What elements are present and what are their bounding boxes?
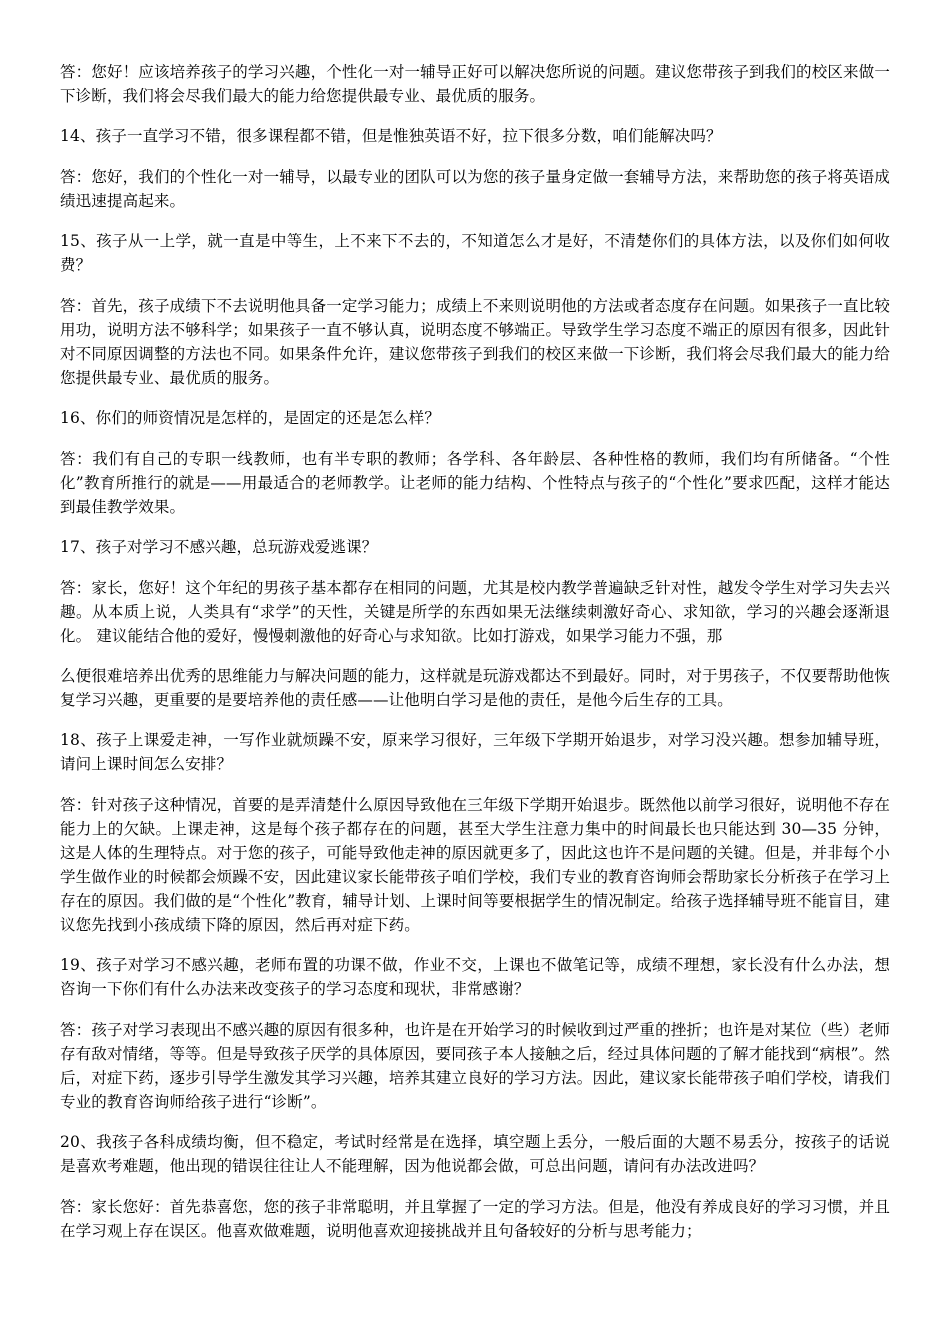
answer-15: 答：首先，孩子成绩下不去说明他具备一定学习能力；成绩上不来则说明他的方法或者态度存在问题。如果孩子一直比较用功，说明方法不够科学；如果孩子一直不够认真，说明态度不够端正。导致学生学习态度不端正的原因有很多，因此针对不同原因调整的方法也不同。如果条件允许，建议您带孩子到我们的校区来做一下诊断，我们将会尽我们最大的能力给您提供最专业、最优质的服务。 (60, 297, 890, 387)
question-20: 20、我孩子各科成绩均衡，但不稳定，考试时经常是在选择，填空题上丢分，一般后面的大题不易丢分，按孩子的话说是喜欢考难题，他出现的错误往往让人不能理解，因为他说都会做，可总出问题，请问有办法改进吗？ (60, 1133, 890, 1175)
answer-14: 答：您好，我们的个性化一对一辅导，以最专业的团队可以为您的孩子量身定做一套辅导方法，来帮助您的孩子将英语成绩迅速提高起来。 (60, 168, 890, 210)
question-15: 15、孩子从一上学，就一直是中等生，上不来下不去的，不知道怎么才是好，不清楚你们的具体方法，以及你们如何收费？ (60, 232, 890, 274)
question-17: 17、孩子对学习不感兴趣，总玩游戏爱逃课？ (60, 538, 378, 556)
document-page (60, 60, 890, 1259)
answer-18: 答：针对孩子这种情况，首要的是弄清楚什么原因导致他在三年级下学期开始退步。既然他以前学习很好，说明他不存在能力上的欠缺。上课走神，这是每个孩子都存在的问题，甚至大学生注意力集中的时间最长也只能达到 30—35 分钟，这是人体的生理特点。对于您的孩子，可能导致他走神的原因就更多了，因此这也许不是问题的关键。但是，并非每个小学生做作业的时候都会烦躁不安，因此建议家长能带孩子咱们学校，我们专业的教育咨询师会帮助家长分析孩子在学习上存在的原因。我们做的是“个性化”教育，辅导计划、上课时间等要根据学生的情况制定。给孩子选择辅导班不能盲目，建议您先找到小孩成绩下降的原因，然后再对症下药。 (60, 796, 890, 934)
answer-19: 答：孩子对学习表现出不感兴趣的原因有很多种，也许是在开始学习的时候收到过严重的挫折；也许是对某位（些）老师存有敌对情绪，等等。但是导致孩子厌学的具体原因，要同孩子本人接触之后，经过具体问题的了解才能找到“病根”。然后，对症下药，逐步引导学生激发其学习兴趣，培养其建立良好的学习方法。因此，建议家长能带孩子咱们学校，请我们专业的教育咨询师给孩子进行“诊断”。 (60, 1021, 890, 1111)
answer-17-part-1: 答：家长，您好！这个年纪的男孩子基本都存在相同的问题，尤其是校内教学普遍缺乏针对性，越发令学生对学习失去兴趣。从本质上说，人类具有“求学”的天性，关键是所学的东西如果无法继续刺激好奇心、求知欲，学习的兴趣会逐渐退化。 建议能结合他的爱好，慢慢刺激他的好奇心与求知欲。比如打游戏，如果学习能力不强，那 (60, 579, 890, 645)
question-14: 14、孩子一直学习不错，很多课程都不错，但是惟独英语不好，拉下很多分数，咱们能解决吗？ (60, 127, 722, 145)
question-19: 19、孩子对学习不感兴趣，老师布置的功课不做，作业不交，上课也不做笔记等，成绩不理想，家长没有什么办法，想咨询一下你们有什么办法来改变孩子的学习态度和现状，非常感谢？ (60, 956, 890, 998)
answer-16: 答：我们有自己的专职一线教师，也有半专职的教师；各学科、各年龄层、各种性格的教师，我们均有所储备。“个性化”教育所推行的就是——用最适合的老师教学。让老师的能力结构、个性特点与孩子的“个性化”要求匹配，这样才能达到最佳教学效果。 (60, 450, 890, 516)
answer-17-part-2: 么便很难培养出优秀的思维能力与解决问题的能力，这样就是玩游戏都达不到最好。同时，对于男孩子，不仅要帮助他恢复学习兴趣，更重要的是要培养他的责任感——让他明白学习是他的责任，是他今后生存的工具。 (60, 667, 890, 709)
answer-paragraph: 答：您好！应该培养孩子的学习兴趣，个性化一对一辅导正好可以解决您所说的问题。建议您带孩子到我们的校区来做一下诊断，我们将会尽我们最大的能力给您提供最专业、最优质的服务。 (60, 63, 890, 105)
question-18: 18、孩子上课爱走神，一写作业就烦躁不安，原来学习很好，三年级下学期开始退步，对学习没兴趣。想参加辅导班，请问上课时间怎么安排？ (60, 731, 890, 773)
question-16: 16、你们的师资情况是怎样的，是固定的还是怎么样？ (60, 409, 440, 427)
answer-20: 答：家长您好：首先恭喜您，您的孩子非常聪明，并且掌握了一定的学习方法。但是，他没有养成良好的学习习惯，并且在学习观上存在误区。他喜欢做难题，说明他喜欢迎接挑战并且句备较好的分析与思考能力； (60, 1198, 890, 1240)
